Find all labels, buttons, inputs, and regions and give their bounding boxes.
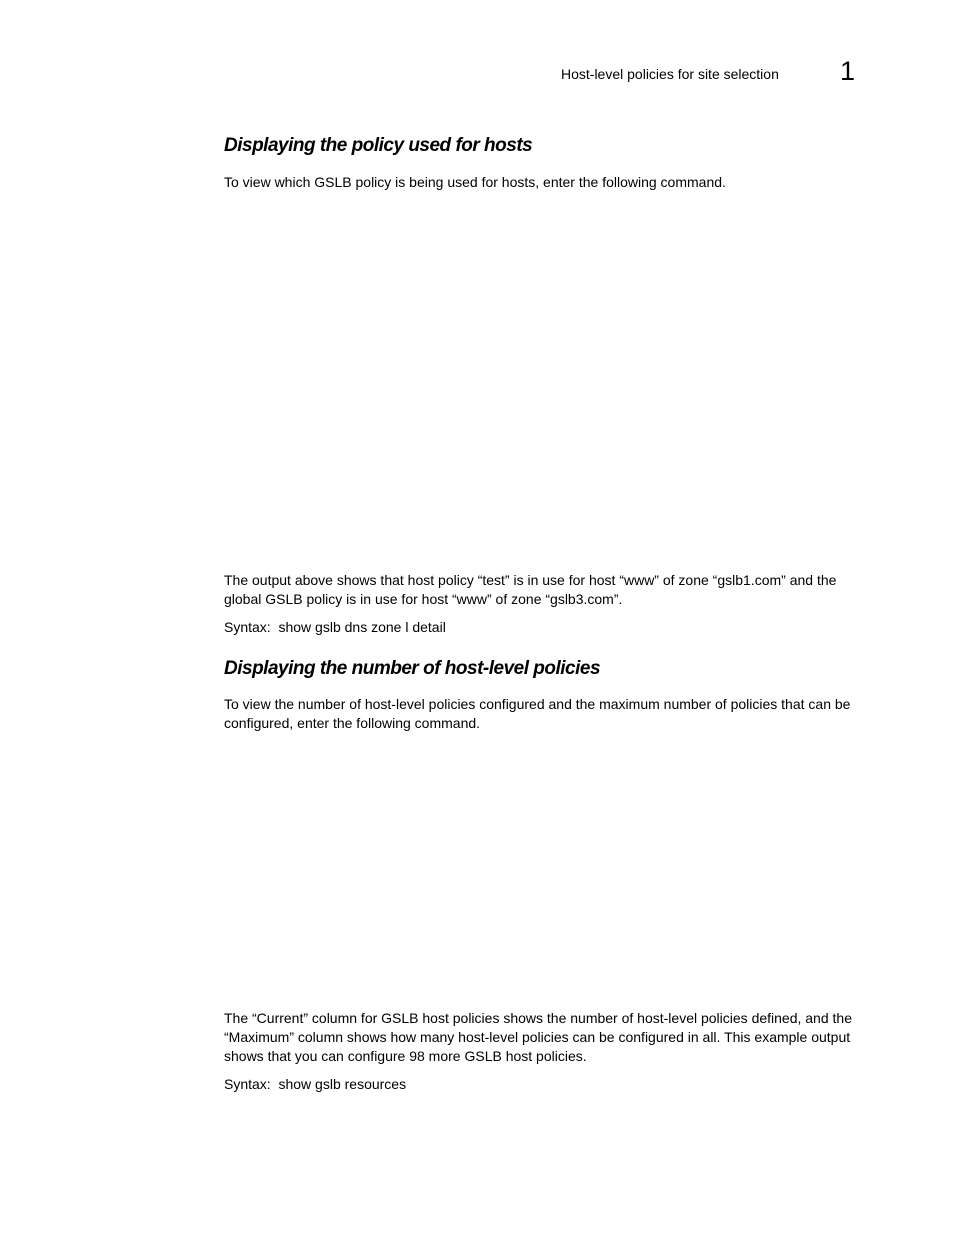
section-intro-number-of-policies: To view the number of host-level policies configured and the maximum number of policies that can be configured, enter the following command. bbox=[224, 696, 851, 731]
syntax-label: Syntax: bbox=[224, 1076, 271, 1092]
section-explanation-policy-used: The output above shows that host policy “test” is in use for host “www” of zone “gslb1.com” and the global GSLB policy is in use for host “www” of zone “gslb3.com”. bbox=[224, 572, 837, 607]
syntax-line-number-of-policies bbox=[224, 1075, 406, 1093]
section-explanation-number-of-policies: The “Current” column for GSLB host policies shows the number of host-level policies defined, and the “Maximum” column shows how many host-level policies can be configured in all. This example output shows that you can configure 98 more GSLB host policies. bbox=[224, 1010, 852, 1064]
section-intro-policy-used: To view which GSLB policy is being used for hosts, enter the following command. bbox=[224, 174, 726, 190]
syntax-command: show gslb resources bbox=[278, 1076, 407, 1092]
section-heading-policy-used: Displaying the policy used for hosts bbox=[224, 135, 533, 156]
running-header: Host-level policies for site selection bbox=[561, 66, 779, 82]
syntax-line-policy-used bbox=[224, 618, 446, 636]
chapter-number: 1 bbox=[840, 56, 856, 86]
syntax-command: show gslb dns zone l detail bbox=[278, 619, 446, 635]
section-heading-number-of-policies: Displaying the number of host-level policies bbox=[224, 658, 601, 679]
syntax-label: Syntax: bbox=[224, 619, 271, 635]
